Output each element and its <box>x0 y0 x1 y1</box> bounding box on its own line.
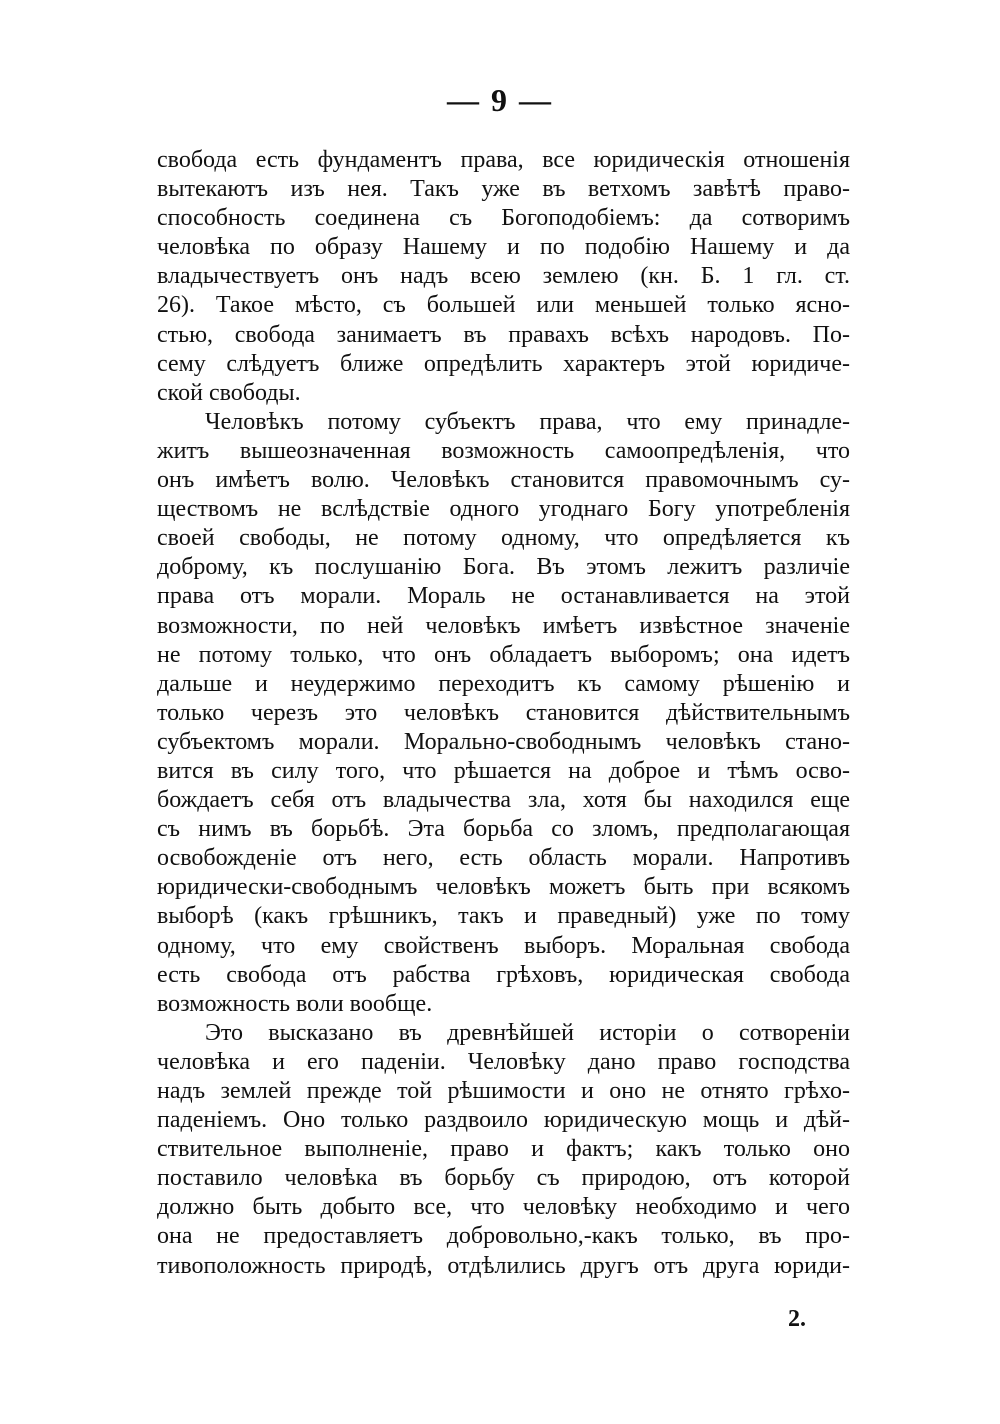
text-line: поставило человѣка въ борьбу съ природою, отъ которой <box>157 1165 850 1192</box>
text-line: доброму, къ послушанію Бога. Въ этомъ лежитъ различіе <box>157 554 850 581</box>
text-line: права отъ морали. Мораль не останавливается на этой <box>157 583 850 610</box>
text-line: одному, что ему свойственъ выборъ. Моральная свобода <box>157 932 850 959</box>
text-line: не потому только, что онъ обладаетъ выборомъ; она идетъ <box>157 641 850 668</box>
text-line: ствительное выполненіе, право и фактъ; какъ только оно <box>157 1136 850 1163</box>
text-line: ществомъ не вслѣдствіе одного угоднаго Богу употребленія <box>157 496 850 523</box>
text-line: свобода есть фундаментъ права, все юридическія отношенія <box>157 147 850 173</box>
text-line: тивоположность природѣ, отдѣлились другъ отъ друга юриди- <box>157 1252 850 1279</box>
text-line: выборѣ (какъ грѣшникъ, такъ и праведный) уже по тому <box>157 903 850 930</box>
text-line: Человѣкъ потому субъектъ права, что ему принадле- <box>205 408 850 435</box>
text-line: бождаетъ себя отъ владычества зла, хотя бы находился еще <box>157 787 850 814</box>
text-line: своей свободы, не потому одному, что опредѣляется къ <box>157 525 850 552</box>
text-line: онъ имѣетъ волю. Человѣкъ становится правомочнымъ су- <box>157 467 850 494</box>
text-line: вытекаютъ изъ нея. Такъ уже въ ветхомъ завѣтѣ право- <box>157 176 850 203</box>
text-line: съ нимъ въ борьбѣ. Эта борьба со зломъ, предполагающая <box>157 816 850 843</box>
body-text <box>157 146 850 1281</box>
text-line: стью, свобода занимаетъ въ правахъ всѣхъ народовъ. По- <box>157 321 850 348</box>
text-line: субъектомъ морали. Морально-свободнымъ человѣкъ стано- <box>157 728 850 755</box>
text-line: паденіемъ. Оно только раздвоило юридическую мощь и дѣй- <box>157 1107 850 1134</box>
text-line: вится въ силу того, что рѣшается на доброе и тѣмъ осво- <box>157 757 850 784</box>
text-line: надъ землей прежде той рѣшимости и оно не отнято грѣхо- <box>157 1078 850 1104</box>
text-line: способность соединена съ Богоподобіемъ: да сотворимъ <box>157 205 850 232</box>
text-line: 26). Такое мѣсто, съ большей или меньшей только ясно- <box>157 292 850 319</box>
text-line: дальше и неудержимо переходитъ къ самому рѣшенію и <box>157 670 850 697</box>
text-line: юридически-свободнымъ человѣкъ можетъ быть при всякомъ <box>157 874 850 901</box>
text-line: должно быть добыто все, что человѣку необходимо и чего <box>157 1194 850 1221</box>
text-line: человѣка и его паденіи. Человѣку дано право господства <box>157 1048 850 1075</box>
text-line: возможность воли вообще. <box>157 990 433 1017</box>
text-line: человѣка по образу Нашему и по подобію Нашему и да <box>157 234 850 261</box>
text-line: ской свободы. <box>157 379 301 406</box>
text-line: житъ вышеозначенная возможность самоопредѣленія, что <box>157 437 850 464</box>
text-line: сему слѣдуетъ ближе опредѣлить характеръ этой юридиче- <box>157 350 850 377</box>
text-line: только черезъ это человѣкъ становится дѣйствительнымъ <box>157 699 850 726</box>
text-line: возможности, по ней человѣкъ имѣетъ извѣстное значеніе <box>157 612 850 639</box>
text-line: освобожденіе отъ него, есть область морали. Напротивъ <box>157 845 850 872</box>
text-line: есть свобода отъ рабства грѣховъ, юридическая свобода <box>157 961 850 988</box>
signature-mark: 2. <box>788 1306 806 1332</box>
page-number: — 9 — <box>447 82 553 118</box>
text-line: она не предоставляетъ добровольно,-какъ только, въ про- <box>157 1223 850 1250</box>
text-line: Это высказано въ древнѣйшей исторіи о сотвореніи <box>205 1019 850 1046</box>
text-line: владычествуетъ онъ надъ всею землею (кн. Б. 1 гл. ст. <box>157 263 850 290</box>
